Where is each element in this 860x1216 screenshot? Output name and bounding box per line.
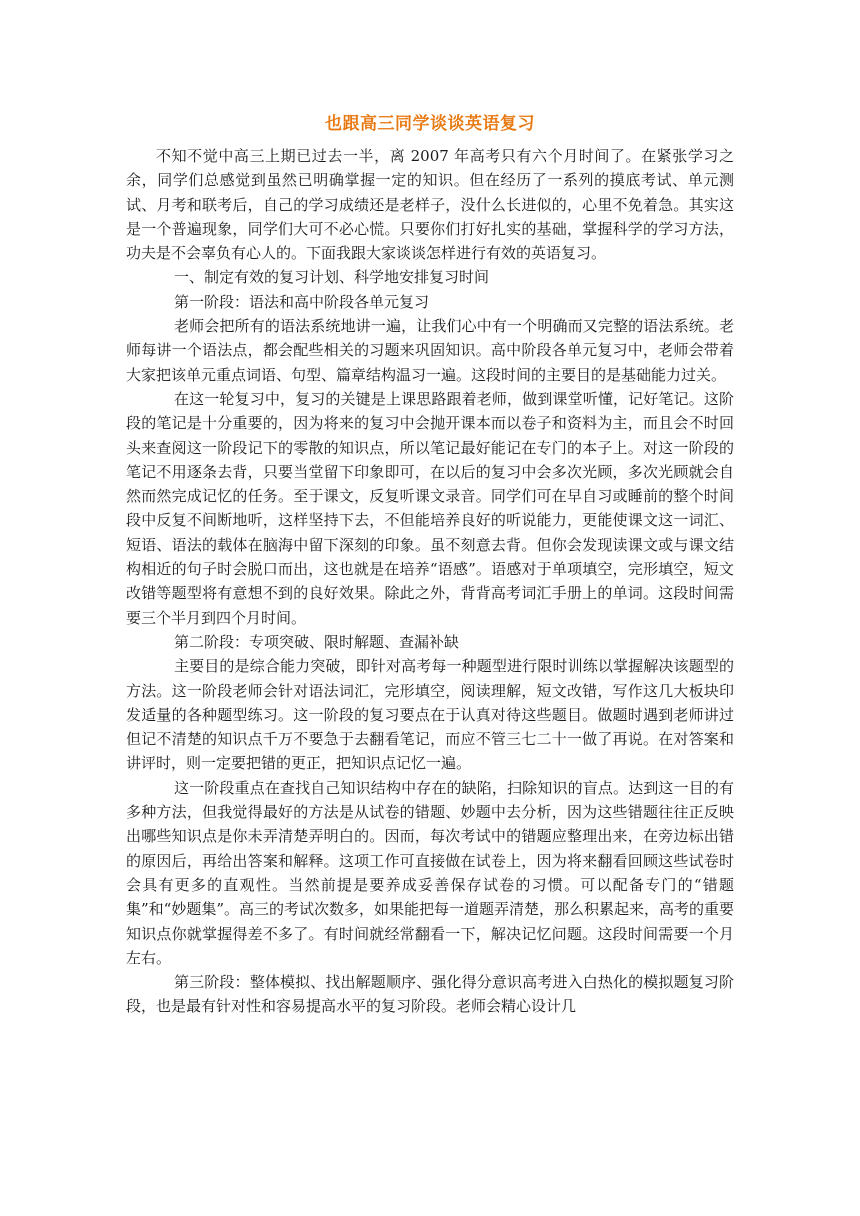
section-heading: 一、制定有效的复习计划、科学地安排复习时间 — [174, 268, 490, 287]
body-paragraph: 老师会把所有的语法系统地讲一遍，让我们心中有一个明确而又完整的语法系统。老师每讲一个语法点，都会配些相关的习题来巩固知识。高中阶段各单元复习中，老师会带着大家把该单元重点词语、句型、篇章结构温习一遍。这段时间的主要目的是基础能力过关。 — [126, 317, 734, 384]
document-page — [126, 112, 734, 1019]
document-body — [126, 144, 734, 1019]
document-title: 也跟高三同学谈谈英语复习 — [325, 114, 535, 134]
body-paragraph: 第三阶段：整体模拟、找出解题顺序、强化得分意识高考进入白热化的模拟题复习阶段，也是最有针对性和容易提高水平的复习阶段。老师会精心设计几 — [126, 973, 734, 1016]
section-heading: 第二阶段：专项突破、限时解题、查漏补缺 — [174, 632, 460, 651]
body-paragraph: 主要目的是综合能力突破，即针对高考每一种题型进行限时训练以掌握解决该题型的方法。这一阶段老师会针对语法词汇，完形填空，阅读理解，短文改错，写作这几大板块印发适量的各种题型练习。这一阶段的复习要点在于认真对待这些题目。做题时遇到老师讲过但记不清楚的知识点千万不要急于去翻看笔记，而应不管三七二十一做了再说。在对答案和讲评时，则一定要把错的更正，把知识点记忆一遍。 — [126, 657, 734, 773]
body-paragraph: 这一阶段重点在查找自己知识结构中存在的缺陷，扫除知识的盲点。达到这一目的有多种方法，但我觉得最好的方法是从试卷的错题、妙题中去分析，因为这些错题往往正反映出哪些知识点是你未弄清楚弄明白的。因而，每次考试中的错题应整理出来，在旁边标出错的原因后，再给出答案和解释。这项工作可直接做在试卷上，因为将来翻看回顾这些试卷时会具有更多的直观性。当然前提是要养成妥善保存试卷的习惯。可以配备专门的“错题集”和“妙题集”。高三的考试次数多，如果能把每一道题弄清楚，那么积累起来，高考的重要知识点你就掌握得差不多了。有时间就经常翻看一下，解决记忆问题。这段时间需要一个月左右。 — [126, 778, 735, 967]
body-paragraph: 不知不觉中高三上期已过去一半，离 2007 年高考只有六个月时间了。在紧张学习之余，同学们总感觉到虽然已明确掌握一定的知识。但在经历了一系列的摸底考试、单元测试、月考和联考后，自己的学习成绩还是老样子，没什么长进似的，心里不免着急。其实这是一个普遍现象，同学们大可不必心慌。只要你们打好扎实的基础，掌握科学的学习方法，功夫是不会辜负有心人的。下面我跟大家谈谈怎样进行有效的英语复习。 — [126, 147, 734, 263]
body-paragraph: 在这一轮复习中，复习的关键是上课思路跟着老师，做到课堂听懂，记好笔记。这阶段的笔记是十分重要的，因为将来的复习中会抛开课本而以卷子和资料为主，而且会不时回头来查阅这一阶段记下的零散的知识点，所以笔记最好能记在专门的本子上。对这一阶段的笔记不用逐条去背，只要当堂留下印象即可，在以后的复习中会多次光顾，多次光顾就会自然而然完成记忆的任务。至于课文，反复听课文录音。同学们可在早自习或睡前的整个时间段中反复不间断地听，这样坚持下去，不但能培养良好的听说能力，更能使课文这一词汇、短语、语法的载体在脑海中留下深刻的印象。虽不刻意去背。但你会发现读课文或与课文结构相近的句子时会脱口而出，这也就是在培养“语感”。语感对于单项填空，完形填空，短文改错等题型将有意想不到的良好效果。除此之外，背背高考词汇手册上的单词。这段时间需要三个半月到四个月时间。 — [126, 389, 734, 627]
section-heading: 第一阶段：语法和高中阶段各单元复习 — [174, 292, 430, 311]
